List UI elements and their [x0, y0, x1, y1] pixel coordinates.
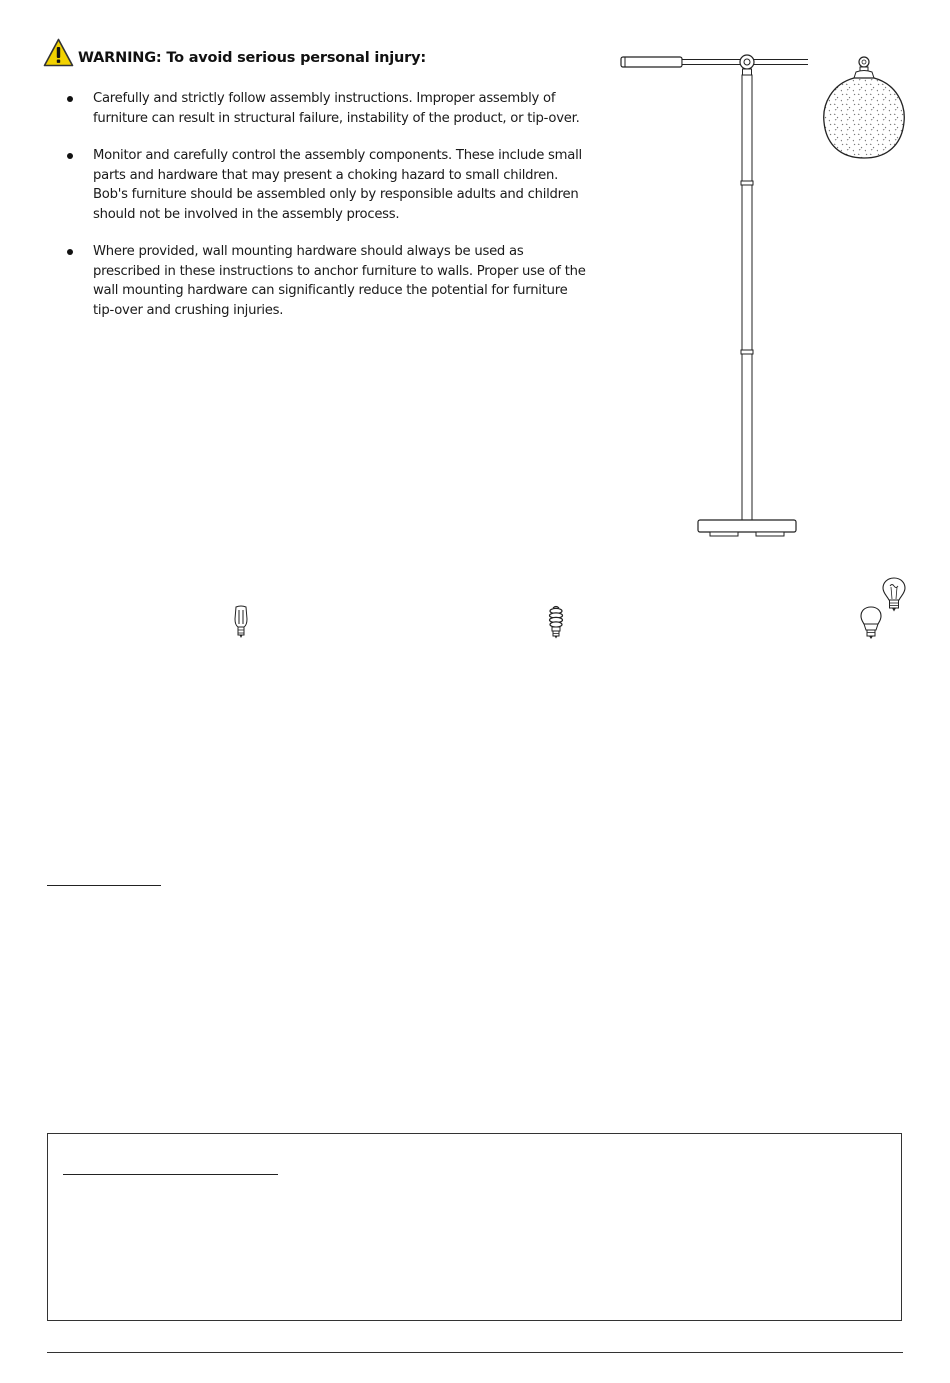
info-box: [47, 1133, 902, 1321]
incandescent-bulb-icon: [882, 577, 906, 613]
warning-line: tip-over and crushing injuries.: [93, 302, 284, 318]
info-box-heading-underline: [63, 1174, 278, 1175]
floor-lamp-illustration: [618, 48, 808, 542]
footer-divider: [47, 1352, 903, 1353]
warning-line: Carefully and strictly follow assembly instructions. Improper assembly of: [93, 91, 556, 106]
led-bulb-icon: [860, 606, 882, 640]
warning-item-assembly: [93, 89, 618, 128]
cfl-bulb-icon: [547, 605, 565, 639]
warning-item-wall-mounting: [93, 242, 618, 320]
warning-line: wall mounting hardware can significantly reduce the potential for furniture: [93, 283, 568, 299]
warning-item-components: [93, 146, 618, 224]
warning-triangle-icon: [43, 38, 74, 67]
bullet-marker: [67, 96, 73, 102]
warning-line: Where provided, wall mounting hardware should always be used as: [93, 244, 524, 259]
warning-line: prescribed in these instructions to anchor furniture to walls. Proper use of the: [93, 263, 586, 279]
bullet-marker: [67, 249, 73, 255]
section-heading-underline: [47, 885, 161, 886]
warning-title: WARNING: To avoid serious personal injury:: [78, 50, 426, 66]
lamp-globe-illustration: [820, 52, 910, 164]
warning-line: should not be involved in the assembly process.: [93, 206, 400, 222]
warning-line: parts and hardware that may present a choking hazard to small children.: [93, 167, 559, 183]
edison-bulb-icon: [233, 605, 249, 639]
warning-line: Monitor and carefully control the assembly components. These include small: [93, 148, 582, 163]
warning-line: furniture can result in structural failure, instability of the product, or tip-over.: [93, 110, 580, 126]
bullet-marker: [67, 153, 73, 159]
warning-line: Bob's furniture should be assembled only by responsible adults and children: [93, 187, 579, 203]
